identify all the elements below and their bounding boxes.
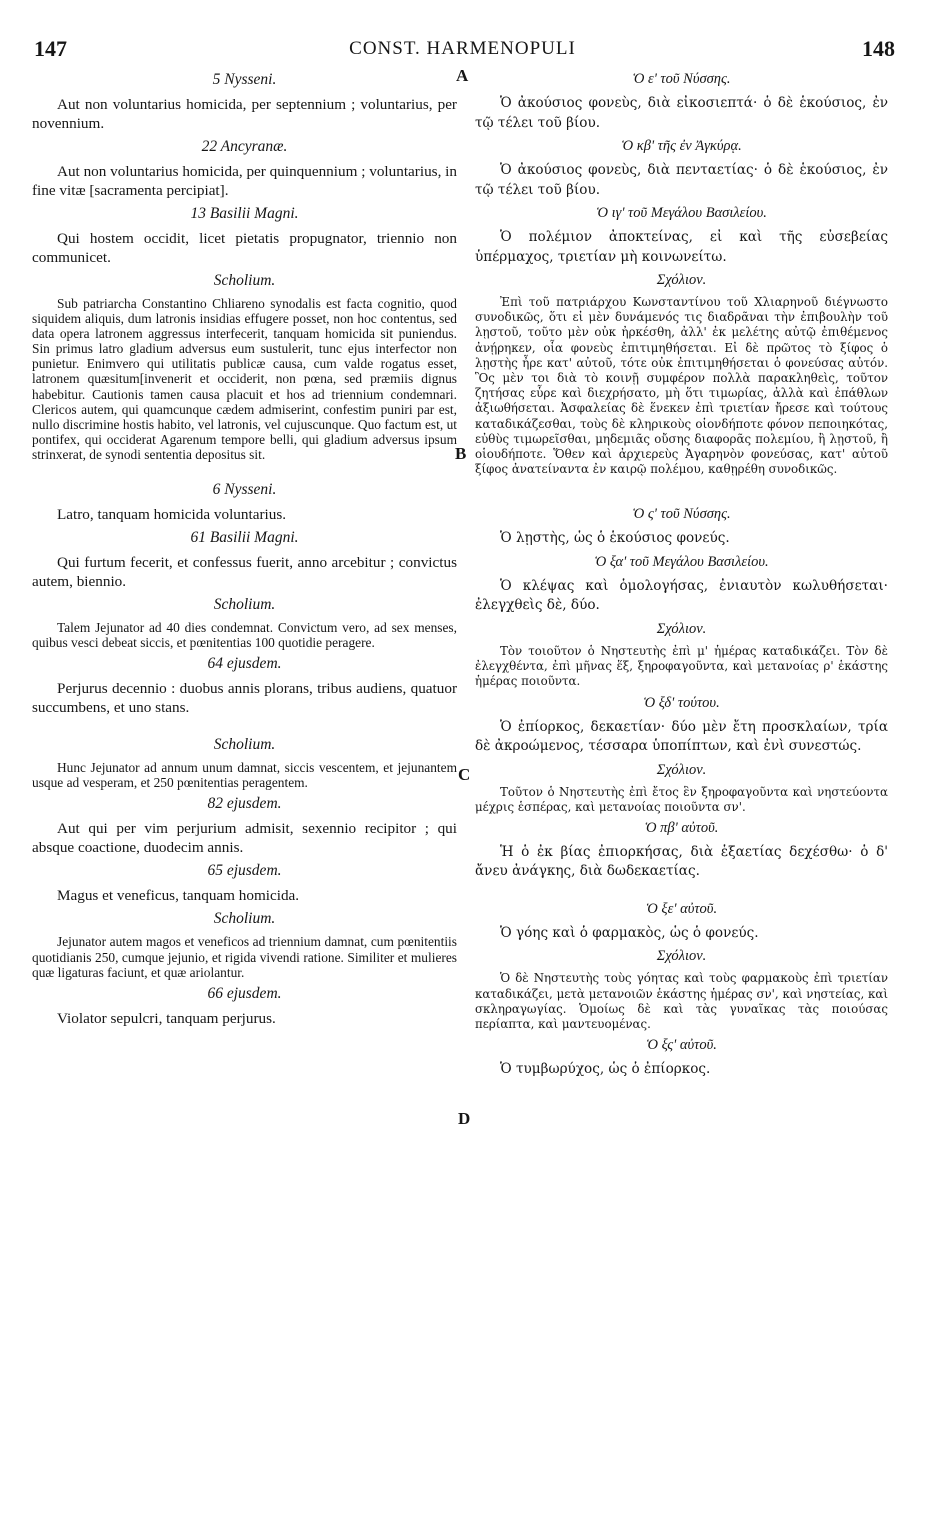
section-marker-a: A [456, 66, 469, 85]
canon-heading: Ὁ ς' τοῦ Νύσσης. [632, 506, 731, 523]
running-header [30, 36, 895, 66]
greek-column [475, 66, 888, 1080]
canon-text: Ὁ πολέμιον ἀποκτείνας, εἰ καὶ τῆς εὐσεβείας ὑπέρμαχος, τριετίαν μὴ κοινωνείτω. [475, 229, 888, 265]
canon-heading: Ὁ πβ' αὐτοῦ. [644, 819, 719, 836]
canon-text: Latro, tanquam homicida voluntarius. [57, 506, 287, 524]
page-number-right: 148 [862, 36, 895, 61]
spacer [475, 882, 888, 896]
spacer [32, 462, 457, 476]
canon-text: Aut qui per vim perjurium admisit, sexennio recipitor ; qui absque coactione, duodecim annis. [32, 820, 457, 857]
scholium-text: Sub patriarcha Constantino Chliareno synodalis est facta cognitio, quod siquidem aliquis, dum latronis insidias effugere posset, non hoc contentus, sed data opera latronem aggressus interfecerit, tanquam homicida sit puniendus. Sin primus latro gladium adversus eum sustulerit, tunc ejus interfector non punietur. Enimvero qui utilitatis publicæ causa, cum valde rogatus esset, latronem quæsitum[invenerit et occiderit, non pœna, sed præmiis dignus habebitur. Cautionis tamen causa placuit et hos ad triennium condemnari. Clericos autem, qui quamcunque cædem admiserint, confestim puniri par est, nullo discrimine hostis habito, vel latronis, vel cujuscunque. Quo factum est, ut pontifex, qui occiderat Agarenum tempore belli, qui gladium adversus ipsum strinxerat, de synodi sententia depositus sit. [32, 296, 457, 462]
canon-heading: 65 ejusdem. [207, 862, 282, 880]
scholium-text: Τὸν τοιοῦτον ὁ Νηστευτὴς ἐπὶ μ' ἡμέρας καταδικάζει. Τὸν δὲ ἐλεγχθέντα, ἐπὶ μῆνας ἕξ, ξηροφαγοῦντα, καὶ μετανοίας ρ' ἑκάστης ἡμέρας ποιοῦντα. [475, 643, 888, 689]
canon-text: Magus et veneficus, tanquam homicida. [57, 887, 300, 905]
spacer [475, 477, 888, 501]
canon-heading: Ὁ ξε' αὐτοῦ. [645, 900, 718, 917]
canon-text: Ὁ ἀκούσιος φονεὺς, διὰ πενταετίας· ὁ δὲ ἑκούσιος, ἐν τῷ τέλει τοῦ βίου. [475, 162, 888, 198]
canon-text: Perjurus decennio : duobus annis plorans, tribus audiens, quatuor succumbens, et uno stans. [32, 680, 457, 717]
canon-heading: 64 ejusdem. [207, 655, 282, 673]
canon-heading: Σχόλιον. [656, 761, 707, 778]
canon-heading: 82 ejusdem. [207, 795, 282, 813]
canon-heading: Ὁ ξδ' τούτου. [643, 694, 720, 711]
running-title: CONST. HARMENOPULI [349, 38, 576, 59]
canon-text: Ἡ ὁ ἐκ βίας ἐπιορκήσας, διὰ ἑξαετίας δεχέσθω· ὁ δ' ἄνευ ἀνάγκης, διὰ δωδεκαετίας. [475, 843, 888, 880]
canon-heading: 66 ejusdem. [207, 984, 282, 1002]
canon-heading: Scholium. [213, 910, 276, 928]
canon-text: Ὁ λῃστὴς, ὡς ὁ ἑκούσιος φονεύς. [500, 530, 730, 547]
canon-heading: 5 Nysseni. [212, 71, 277, 88]
scholium-text: Jejunator autem magos et veneficos ad triennium damnat, cum pœnitentiis quotidianis 250, cumque jejunio, et rigida vivendi ratione. Similiter et mulieres quæ ligaturas faciunt, et quæ ariolantur. [32, 934, 457, 980]
scholium-text: Τοῦτον ὁ Νηστευτὴς ἐπὶ ἔτος ἓν ξηροφαγοῦντα καὶ νηστεύοντα μέχρις ἑσπέρας, καὶ μετανοίας ποιοῦντα σν'. [475, 784, 888, 814]
canon-heading: Ὁ ιγ' τοῦ Μεγάλου Βασιλείου. [596, 205, 767, 221]
canon-heading: Σχόλιον. [656, 948, 707, 965]
canon-text: Ὁ κλέψας καὶ ὁμολογήσας, ἐνιαυτὸν κωλυθήσεται· ἐλεγχθεὶς δὲ, δύο. [475, 577, 888, 614]
canon-text: Ὁ ἐπίορκος, δεκαετίαν· δύο μὲν ἔτη προσκλαίων, τρία δὲ ἀκροώμενος, τέσσαρα ὑποπίπτων, καὶ ἐνὶ συνεστώς. [475, 718, 888, 755]
section-marker-b: B [455, 444, 467, 463]
canon-text: Aut non voluntarius homicida, per septennium ; voluntarius, per novennium. [32, 96, 457, 132]
scholium-text: Ὁ δὲ Νηστευτὴς τοὺς γόητας καὶ τοὺς φαρμακοὺς ἐπὶ τριετίαν καταδικάζει, μετὰ μετανοιῶν ἑκάστης ἡμέρας σν', καὶ νηστείας, καὶ σκληραγωγίας. Ὁμοίως δὲ καὶ τὰς γυναῖκας τὰς ποιούσας περίαπτα, καὶ μαντευομένας. [475, 971, 888, 1032]
scholium-text: Ἐπὶ τοῦ πατριάρχου Κωνσταντίνου τοῦ Χλιαρηνοῦ διέγνωστο συνοδικῶς, ὅτι εἰ μὲν δυνάμενός τις διαδρᾶναι τὴν ἐπιβουλὴν τοῦ λῃστοῦ, τοῦτο μὲν οὐκ ἠρκέσθη, ἀλλ' ἐκ μελέτης αὐτῷ ἐπιθέμενος ἀνῄρηκεν, οἷα φονεὺς ἐπιτιμηθήσεται. Εἰ δὲ πρῶτος τὸ ξίφος ὁ λῃστὴς ἦρε κατ' αὐτοῦ, τότε οὐκ ἐπιτιμηθήσεται ὁ φονεύσας αὐτόν. Ὃς μὲν τοι διὰ τὸ κοινῇ συμφέρον πολλὰ παρακληθεὶς, τοῦτον ζητήσας εὗρε καὶ διεχρήσατο, μὴ ὅτι τιμωρίας, ἀλλὰ καὶ ἐπάθλων ἀξιωθήσεται. Ἀσφαλείας δὲ ἕνεκεν ἐπὶ τριετίαν ἤρεσε καὶ τούτους καταδικάζεσθαι, τοὺς δὲ κληρικοὺς οἱονδήποτε φόνον πεποιηκότας, εὐθὺς τιμωρεῖσθαι, μηδεμιᾶς οὔσης διαφορᾶς πολεμίου, ἢ λῃστοῦ, ἢ οἱουδήποτε. Ὅθεν καὶ ἀρχιερεὺς Ἀγαρηνὸν φονεύσας, κατ' αὐτοῦ ξίφος ἀνατείναντα ἐν καιρῷ πολέμου, καθῃρέθη συνοδικῶς. [475, 295, 888, 477]
canon-text: Ὁ ἀκούσιος φονεὺς, διὰ εἰκοσιεπτά· ὁ δὲ ἑκούσιος, ἐν τῷ τέλει τοῦ βίου. [475, 95, 888, 131]
canon-text: Violator sepulcri, tanquam perjurus. [57, 1009, 276, 1027]
canon-text: Aut non voluntarius homicida, per quinquennium ; voluntarius, in fine vitæ [sacramenta percipiat]. [32, 163, 457, 199]
canon-text: Ὁ γόης καὶ ὁ φαρμακὸς, ὡς ὁ φονεύς. [500, 924, 759, 941]
canon-heading: Ὁ ξς' αὐτοῦ. [646, 1037, 717, 1054]
section-marker-d: D [458, 1109, 471, 1128]
latin-column [32, 66, 457, 1028]
scholium-text: Hunc Jejunator ad annum unum damnat, siccis vescentem, et jejunantem usque ad vesperam, et 250 pœnitentias peragentem. [32, 760, 457, 791]
canon-heading: Σχόλιον. [656, 272, 707, 288]
scholium-text: Talem Jejunator ad 40 dies condemnat. Convictum vero, ad sex menses, quibus vesci debeat siccis, et pœnitentias 100 quotidie peragere. [32, 620, 457, 651]
section-marker-c: C [458, 765, 471, 784]
spacer [32, 717, 457, 731]
canon-heading: Scholium. [213, 272, 276, 289]
canon-heading: Scholium. [213, 736, 276, 754]
canon-heading: Σχόλιον. [656, 620, 707, 637]
canon-heading: 61 Basilii Magni. [190, 529, 299, 547]
canon-heading: 13 Basilii Magni. [190, 205, 299, 222]
canon-text: Qui furtum fecerit, et confessus fuerit, anno arcebitur ; convictus autem, biennio. [32, 554, 457, 591]
canon-heading: Ὁ ε' τοῦ Νύσσης. [632, 71, 731, 87]
canon-heading: 6 Nysseni. [212, 481, 277, 499]
canon-text: Qui hostem occidit, licet pietatis propugnator, triennio non communicet. [32, 230, 457, 266]
canon-heading: Ὁ κβ' τῆς ἐν Ἀγκύρᾳ. [621, 138, 742, 154]
page-number-left: 147 [34, 36, 67, 61]
canon-heading: 22 Ancyranæ. [201, 138, 288, 155]
canon-text: Ὁ τυμβωρύχος, ὡς ὁ ἐπίορκος. [500, 1061, 711, 1078]
canon-heading: Ὁ ξα' τοῦ Μεγάλου Βασιλείου. [594, 553, 769, 570]
canon-heading: Scholium. [213, 596, 276, 614]
